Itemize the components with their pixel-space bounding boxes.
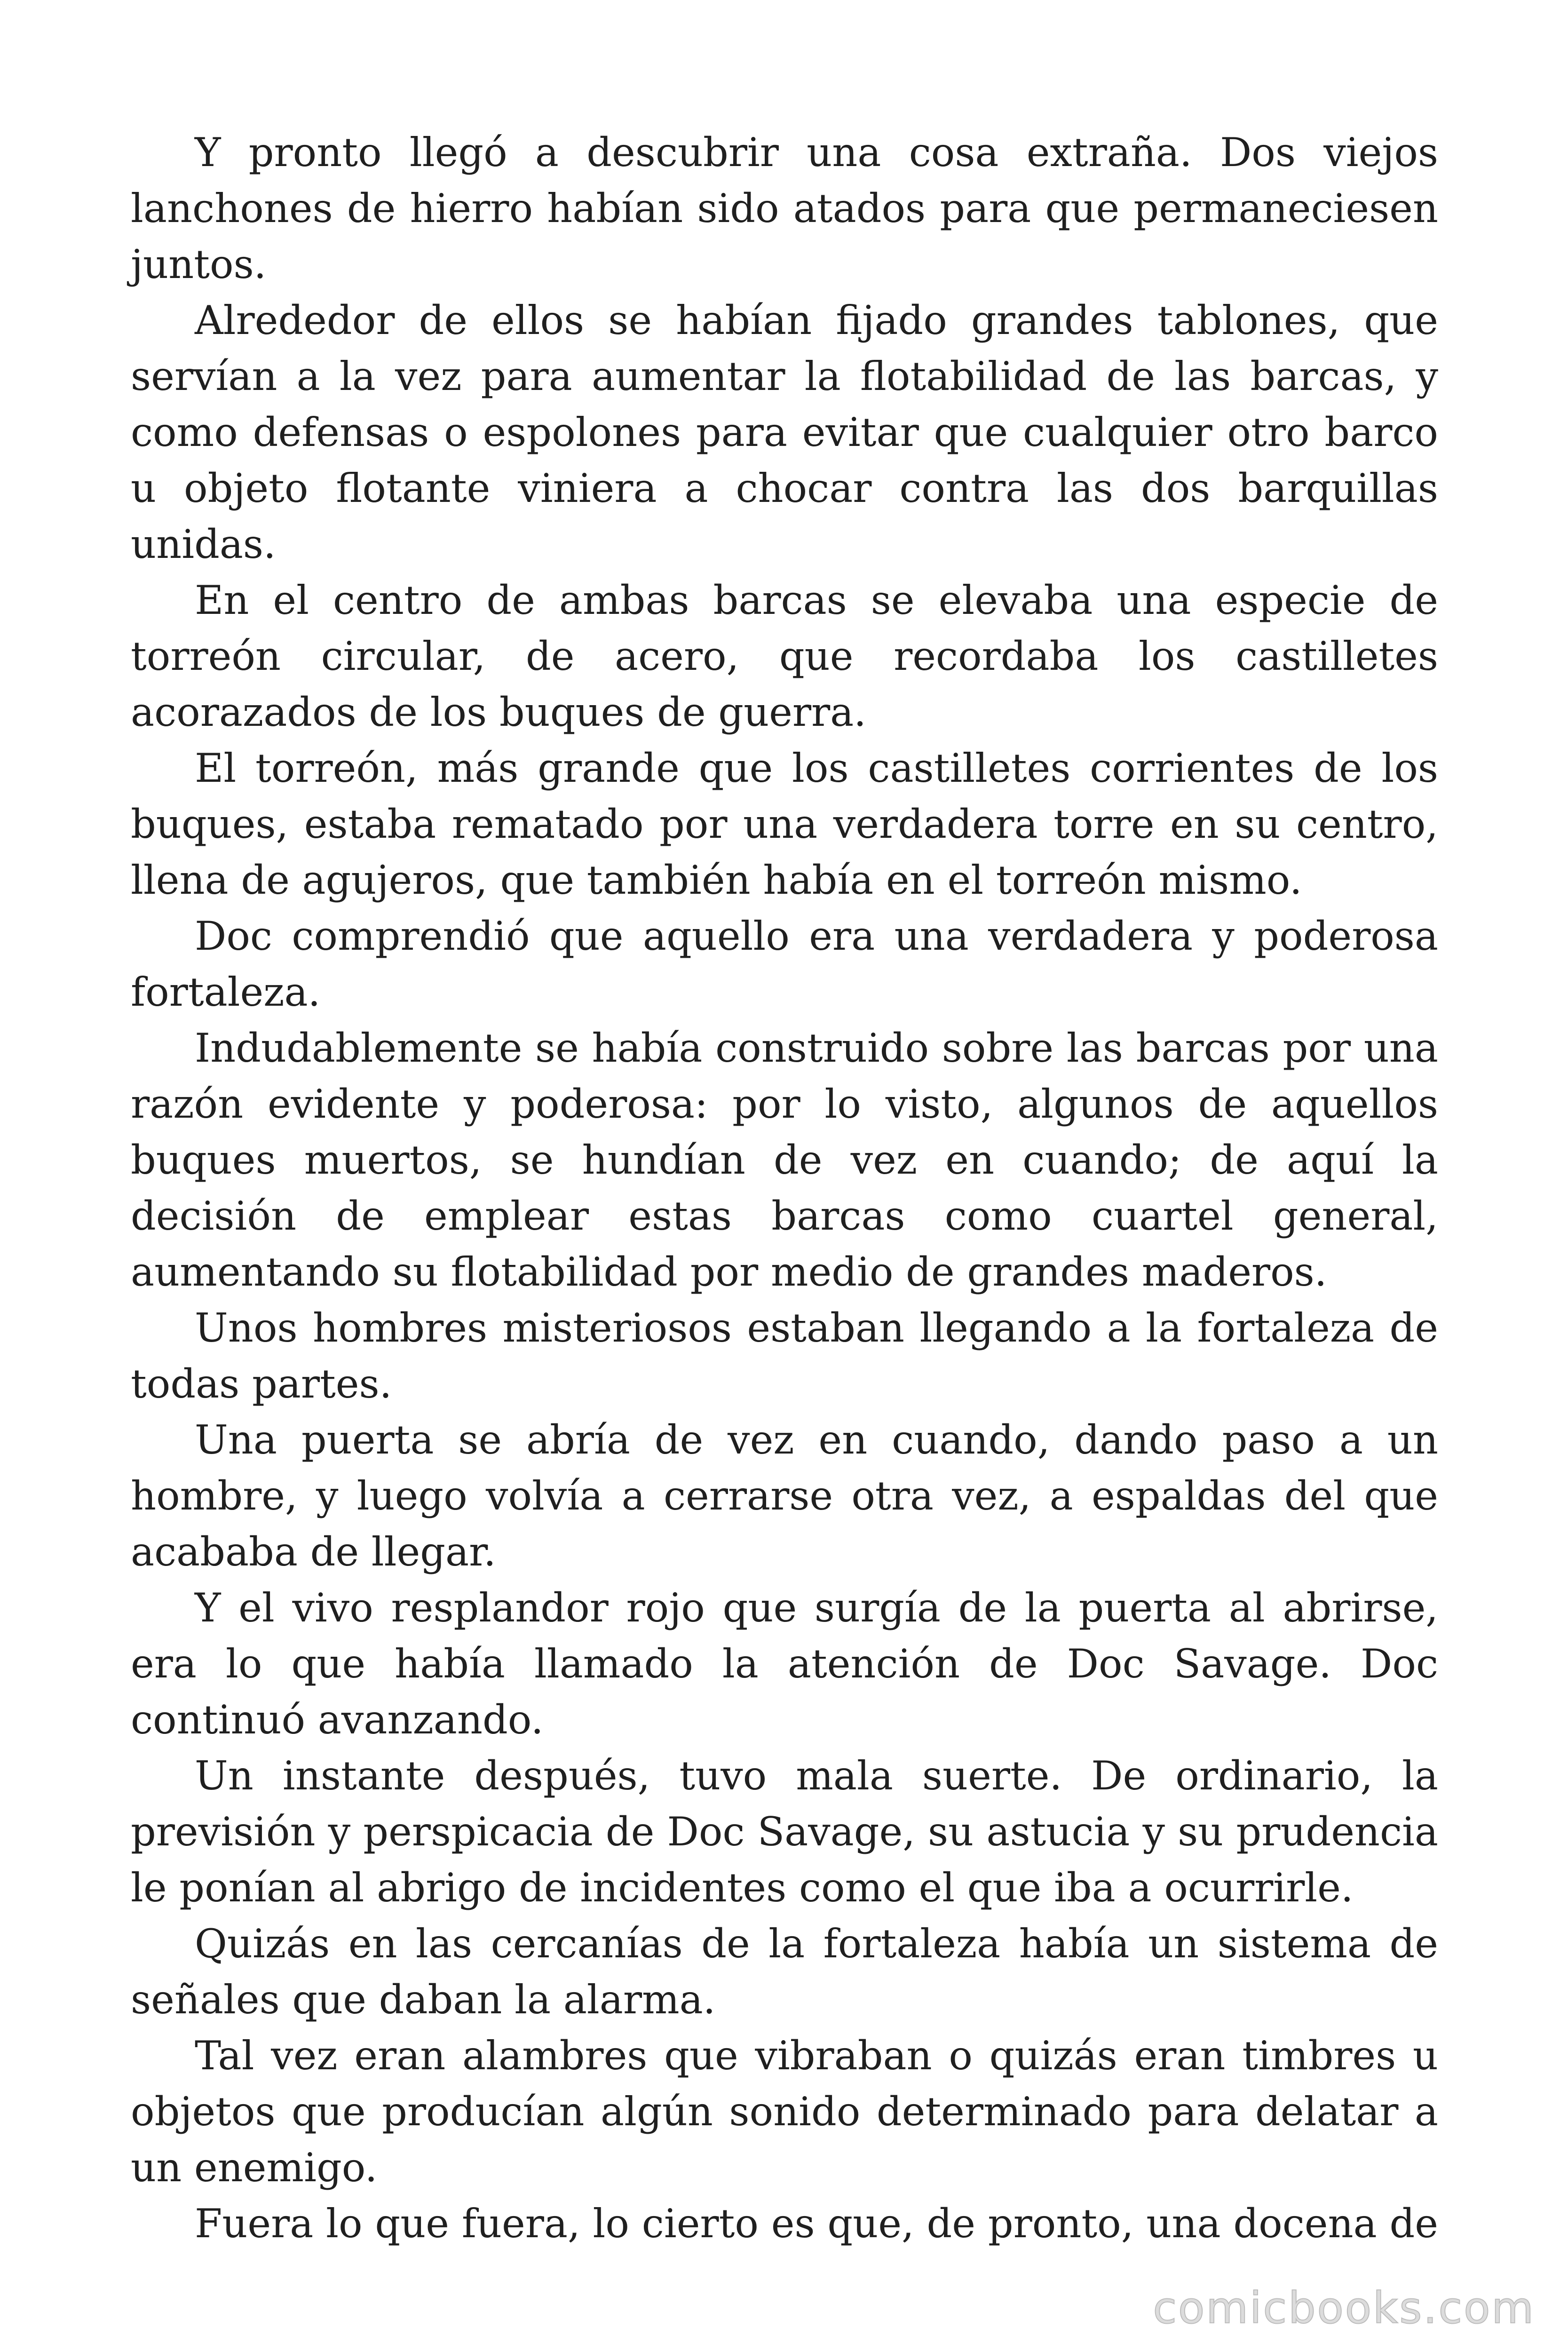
paragraph-11: Quizás en las cercanías de la fortaleza había un sistema de señales que daban la alarma.	[131, 1921, 1438, 2023]
paragraph-4: El torreón, más grande que los castilletes corrientes de los buques, estaba rematado por una verdadera torre en su centro, llena de agujeros, que también había en el torreón mismo.	[131, 745, 1438, 903]
paragraph-7: Unos hombres misteriosos estaban llegando a la fortaleza de todas partes.	[131, 1305, 1438, 1407]
paragraph-12: Tal vez eran alambres que vibraban o quizás eran timbres u objetos que producían algún sonido determinado para delatar a un enemigo.	[131, 2033, 1438, 2191]
paragraph-3: En el centro de ambas barcas se elevaba una especie de torreón circular, de acero, que recordaba los castilletes acorazados de los buques de guerra.	[131, 577, 1438, 735]
paragraph-9: Y el vivo resplandor rojo que surgía de la puerta al abrirse, era lo que había llamado la atención de Doc Savage. Doc continuó avanzando.	[131, 1585, 1438, 1743]
watermark: comicbooks.com	[1153, 2283, 1535, 2333]
paragraph-1: Y pronto llegó a descubrir una cosa extraña. Dos viejos lanchones de hierro habían sido atados para que permaneciesen juntos.	[131, 129, 1438, 287]
paragraph-6: Indudablemente se había construido sobre las barcas por una razón evidente y poderosa: por lo visto, algunos de aquellos buques muertos, se hundían de vez en cuando; de aquí la decisión de emplear estas barcas como cuartel general, aumentando su flotabilidad por medio de grandes maderos.	[131, 1025, 1438, 1295]
paragraph-10: Un instante después, tuvo mala suerte. De ordinario, la previsión y perspicacia de Doc Savage, su astucia y su prudencia le ponían al abrigo de incidentes como el que iba a ocurrirle.	[131, 1753, 1438, 1911]
paragraph-8: Una puerta se abría de vez en cuando, dando paso a un hombre, y luego volvía a cerrarse otra vez, a espaldas del que acababa de llegar.	[131, 1417, 1438, 1575]
paragraph-13: Fuera lo que fuera, lo cierto es que, de pronto, una docena de	[195, 2201, 1438, 2247]
page-text	[131, 125, 1438, 2252]
paragraph-2: Alrededor de ellos se habían fijado grandes tablones, que servían a la vez para aumentar la flotabilidad de las barcas, y como defensas o espolones para evitar que cualquier otro barco u objeto flotante viniera a chocar contra las dos barquillas unidas.	[131, 297, 1438, 567]
paragraph-5: Doc comprendió que aquello era una verdadera y poderosa fortaleza.	[131, 913, 1438, 1015]
